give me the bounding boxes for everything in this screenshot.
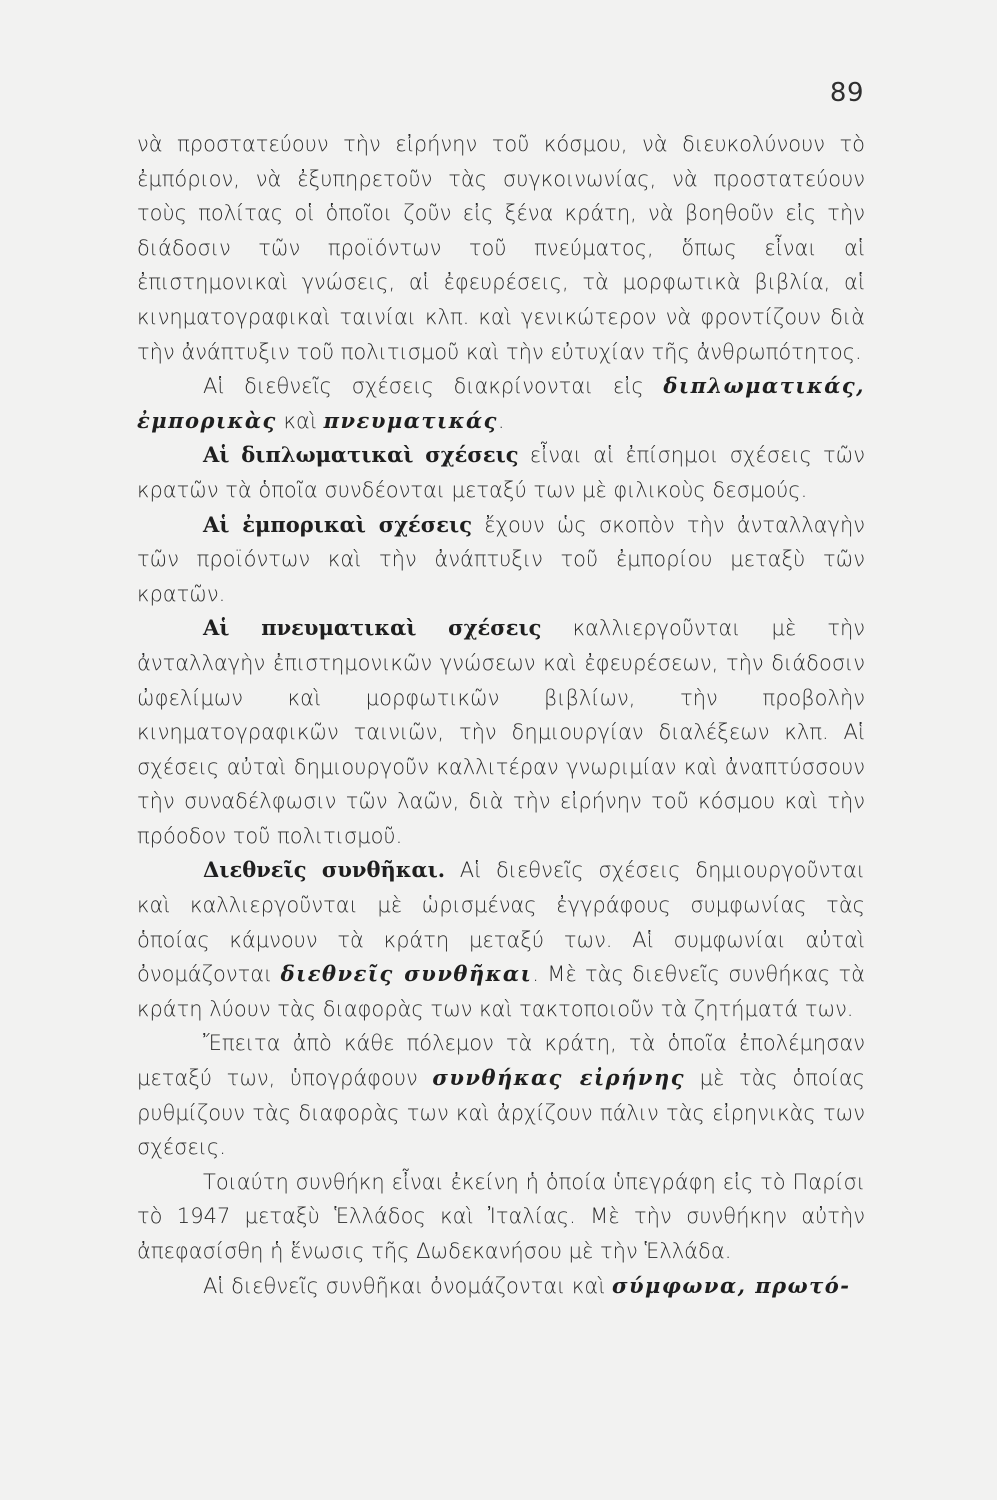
paragraph [137,1269,865,1304]
text-run: Αἱ διεθνεῖς σχέσεις δημιουργοῦνται καὶ καλλιεργοῦνται μὲ ὡρισμένας ἐγγράφους συμφωνίας τὰς ὁποίας κάμνουν τὰ κράτη μεταξύ των. Αἱ συμφωνίαι αὐταὶ ὀνομάζονται [137,858,865,987]
emphasized-term: διεθνεῖς συνθῆκαι [280,961,533,987]
text-run: νὰ προστατεύουν τὴν εἰρήνην τοῦ κόσμου, νὰ διευκολύνουν τὸ ἐμπόριον, νὰ ἐξυπηρετοῦν τὰς συγκοινωνίας, νὰ προστατεύουν τοὺς πολίτας οἱ ὁποῖοι ζοῦν εἰς ξένα κράτη, νὰ βοηθοῦν εἰς τὴν διάδοσιν τῶν προϊόντων τοῦ πνεύματος, ὅπως εἶναι αἱ ἐπιστημονικαὶ γνώσεις, αἱ ἐφευρέσεις, τὰ μορφωτικὰ βιβλία, αἱ κινηματογραφικαὶ ταινίαι κλπ. καὶ γενικώτερον νὰ φροντίζουν διὰ τὴν ἀνάπτυξιν τοῦ πολιτισμοῦ καὶ τὴν εὐτυχίαν τῆς ἀνθρωπότητος. [137,132,865,364]
text-run: μὲ τὰς ὁποίας ρυθμίζουν τὰς διαφορὰς των καὶ ἀρχίζουν πάλιν τὰς εἰρηνικὰς των σχέσεις. [137,1066,866,1160]
text-run: . [497,408,505,433]
paragraph [137,508,865,612]
emphasized-term: συνθήκας εἰρήνης [432,1065,685,1091]
text-run: ἔχουν ὡς σκοπὸν τὴν ἀνταλλαγὴν τῶν προϊόντων καὶ τὴν ἀνάπτυξιν τοῦ ἐμπορίου μεταξὺ τῶν κρατῶν. [137,512,865,606]
text-run: καλλιεργοῦνται μὲ τὴν ἀνταλλαγὴν ἐπιστημονικῶν γνώσεων καὶ ἐφευρέσεων, τὴν διάδοσιν ὠφελίμων καὶ μορφωτικῶν βιβλίων, τὴν προβολὴν κινηματογραφικῶν ταινιῶν, τὴν δημιουργίαν διαλέξεων κλπ. Αἱ σχέσεις αὐταὶ δημιουργοῦν καλλιτέραν γνωριμίαν καὶ ἀναπτύσσουν τὴν συναδέλφωσιν τῶν λαῶν, διὰ τὴν εἰρήνην τοῦ κόσμου καὶ τὴν πρόοδον τοῦ πολιτισμοῦ. [137,616,865,848]
page-number: 89 [829,78,864,108]
bold-heading: Αἱ διπλωματικαὶ σχέσεις [203,442,519,468]
emphasized-term: πνευματικάς [323,407,498,433]
text-run: Τοιαύτη συνθήκη εἶναι ἐκείνη ἡ ὁποία ὑπεγράφη εἰς τὸ Παρίσι τὸ 1947 μεταξὺ Ἑλλάδος καὶ Ἰταλίας. Μὲ τὴν συνθήκην αὐτὴν ἀπεφασίσθη ἡ ἕνωσις τῆς Δωδεκανήσου μὲ τὴν Ἑλλάδα. [137,1169,865,1263]
text-run: καὶ [276,408,324,433]
paragraph [137,369,865,438]
bold-heading: Διεθνεῖς συνθῆκαι. [203,857,446,883]
text-run: . Μὲ τὰς διεθνεῖς συνθήκας τὰ κράτη λύουν τὰς διαφορὰς των καὶ τακτοποιοῦν τὰ ζητήματά των. [137,962,865,1021]
paragraph [137,438,865,507]
text-run: Ἔπειτα ἀπὸ κάθε πόλεμον τὰ κράτη, τὰ ὁποῖα ἐπολέμησαν μεταξύ των, ὑπογράφουν [137,1031,865,1091]
bold-heading: Αἱ ἐμπορικαὶ σχέσεις [203,511,473,537]
paragraph [137,1026,865,1164]
paragraph [137,853,865,1026]
emphasized-term: σύμφωνα, πρωτό- [612,1272,851,1298]
paragraph [137,1165,865,1269]
text-run: εἶναι αἱ ἐπίσημοι σχέσεις τῶν κρατῶν τὰ ὁποῖα συνδέονται μεταξύ των μὲ φιλικοὺς δεσμούς. [137,443,865,502]
body-text [137,127,865,1303]
emphasized-term: διπλωματικάς, ἐμπορικὰς [137,373,865,433]
paragraph [137,611,865,853]
text-run: Αἱ διεθνεῖς σχέσεις διακρίνονται εἰς [203,374,664,399]
bold-heading: Αἱ πνευματικαὶ σχέσεις [203,615,542,641]
paragraph [137,127,865,369]
text-run: Αἱ διεθνεῖς συνθῆκαι ὀνομάζονται καὶ [203,1273,612,1298]
